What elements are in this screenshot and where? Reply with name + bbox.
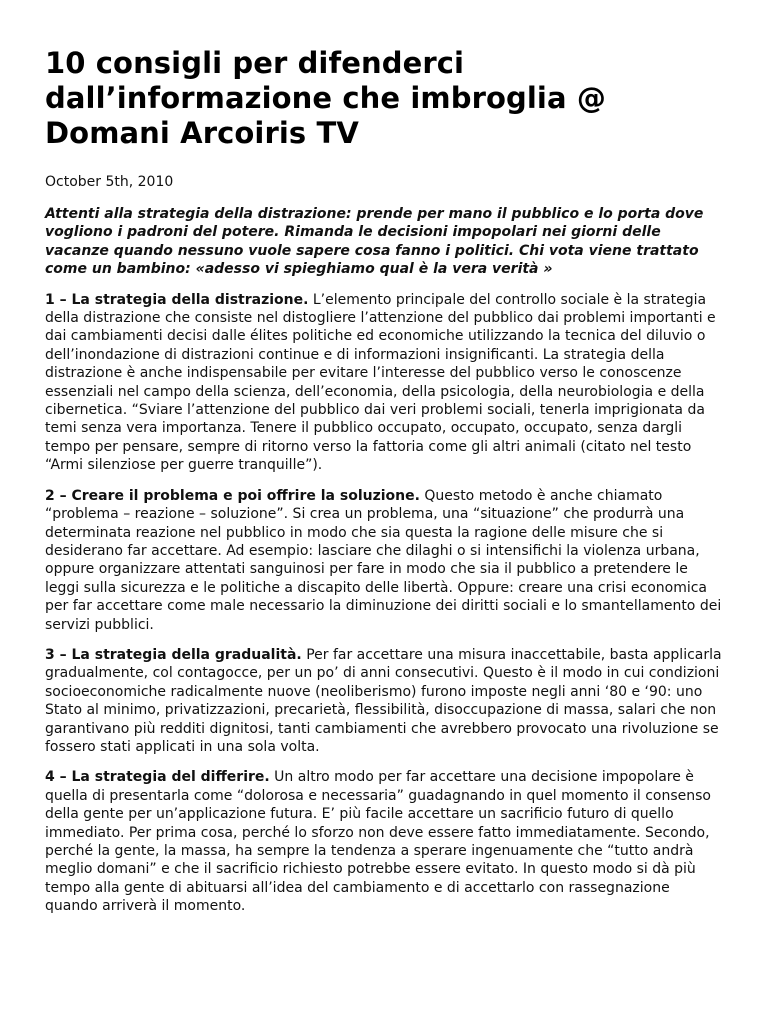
section-3: [45, 646, 724, 756]
section-heading: 3 – La strategia della gradualità.: [45, 646, 302, 663]
section-heading: 1 – La strategia della distrazione.: [45, 291, 309, 308]
article-lead: Attenti alla strategia della distrazione: prende per mano il pubblico e lo porta dove vogliono i padroni del potere. Rimanda le decisioni impopolari nei giorni delle vacanze quando nessuno vuole sapere cosa fanno i politici. Chi vota viene trattato come un bambino: «adesso vi spieghiamo qual è la vera verità »: [45, 206, 704, 278]
section-2: [45, 487, 724, 634]
article-title: 10 consigli per difenderci dall’informazione che imbroglia @ Domani Arcoiris TV: [45, 46, 606, 150]
article-date: October 5th, 2010: [45, 174, 174, 190]
section-text: Un altro modo per far accettare una decisione impopolare è quella di presentarla come “dolorosa e necessaria” guadagnando in quel momento il consenso della gente per un’applicazione futura. E’ più facile accettare un sacrificio futuro di quello immediato. Per prima cosa, perché lo sforzo non deve essere fatto immediatamente. Secondo, perché la gente, la massa, ha sempre la tendenza a sperare ingenuamente che “tutto andrà meglio domani” e che il sacrificio richiesto potrebbe essere evitato. In questo modo si dà più tempo alla gente di abituarsi all’idea del cambiamento e di accettarlo con rassegnazione quando arriverà il momento.: [45, 769, 711, 915]
section-text: L’elemento principale del controllo sociale è la strategia della distrazione che consiste nel distogliere l’attenzione del pubblico dai problemi importanti e dai cambiamenti decisi dalle élites politiche ed economiche utilizzando la tecnica del diluvio o dell’inondazione di distrazioni continue e di informazioni insignificanti. La strategia della distrazione è anche indispensabile per evitare l’interesse del pubblico verso le conoscenze essenziali nel campo della scienza, dell’economia, della psicologia, della neurobiologia e della cibernetica. “Sviare l’attenzione del pubblico dai veri problemi sociali, tenerla imprigionata da temi senza vera importanza. Tenere il pubblico occupato, occupato, occupato, senza dargli tempo per pensare, sempre di ritorno verso la fattoria come gli altri animali (citato nel testo “Armi silenziose per guerre tranquille”).: [45, 291, 716, 474]
section-1: [45, 291, 724, 475]
section-4: [45, 768, 724, 915]
section-heading: 2 – Creare il problema e poi offrire la soluzione.: [45, 487, 420, 504]
section-text: Per far accettare una misura inaccettabile, basta applicarla gradualmente, col contagocce, per un po’ di anni consecutivi. Questo è il modo in cui condizioni socioeconomiche radicalmente nuove (neoliberismo) furono imposte negli anni ‘80 e ‘90: uno Stato al minimo, privatizzazioni, precarietà, flessibilità, disoccupazione di massa, salari che non garantivano più redditi dignitosi, tanti cambiamenti che avrebbero provocato una rivoluzione se fossero stati applicati in una sola volta.: [45, 646, 722, 755]
section-heading: 4 – La strategia del differire.: [45, 769, 270, 786]
section-text: Questo metodo è anche chiamato “problema – reazione – soluzione”. Si crea un problema, una “situazione” che produrrà una determinata reazione nel pubblico in modo che sia questa la ragione delle misure che si desiderano far accettare. Ad esempio: lasciare che dilaghi o si intensifichi la violenza urbana, oppure organizzare attentati sanguinosi per fare in modo che sia il pubblico a pretendere le leggi sulla sicurezza e le politiche a discapito delle libertà. Oppure: creare una crisi economica per far accettare come male necessario la diminuzione dei diritti sociali e lo smantellamento dei servizi pubblici.: [45, 487, 722, 633]
